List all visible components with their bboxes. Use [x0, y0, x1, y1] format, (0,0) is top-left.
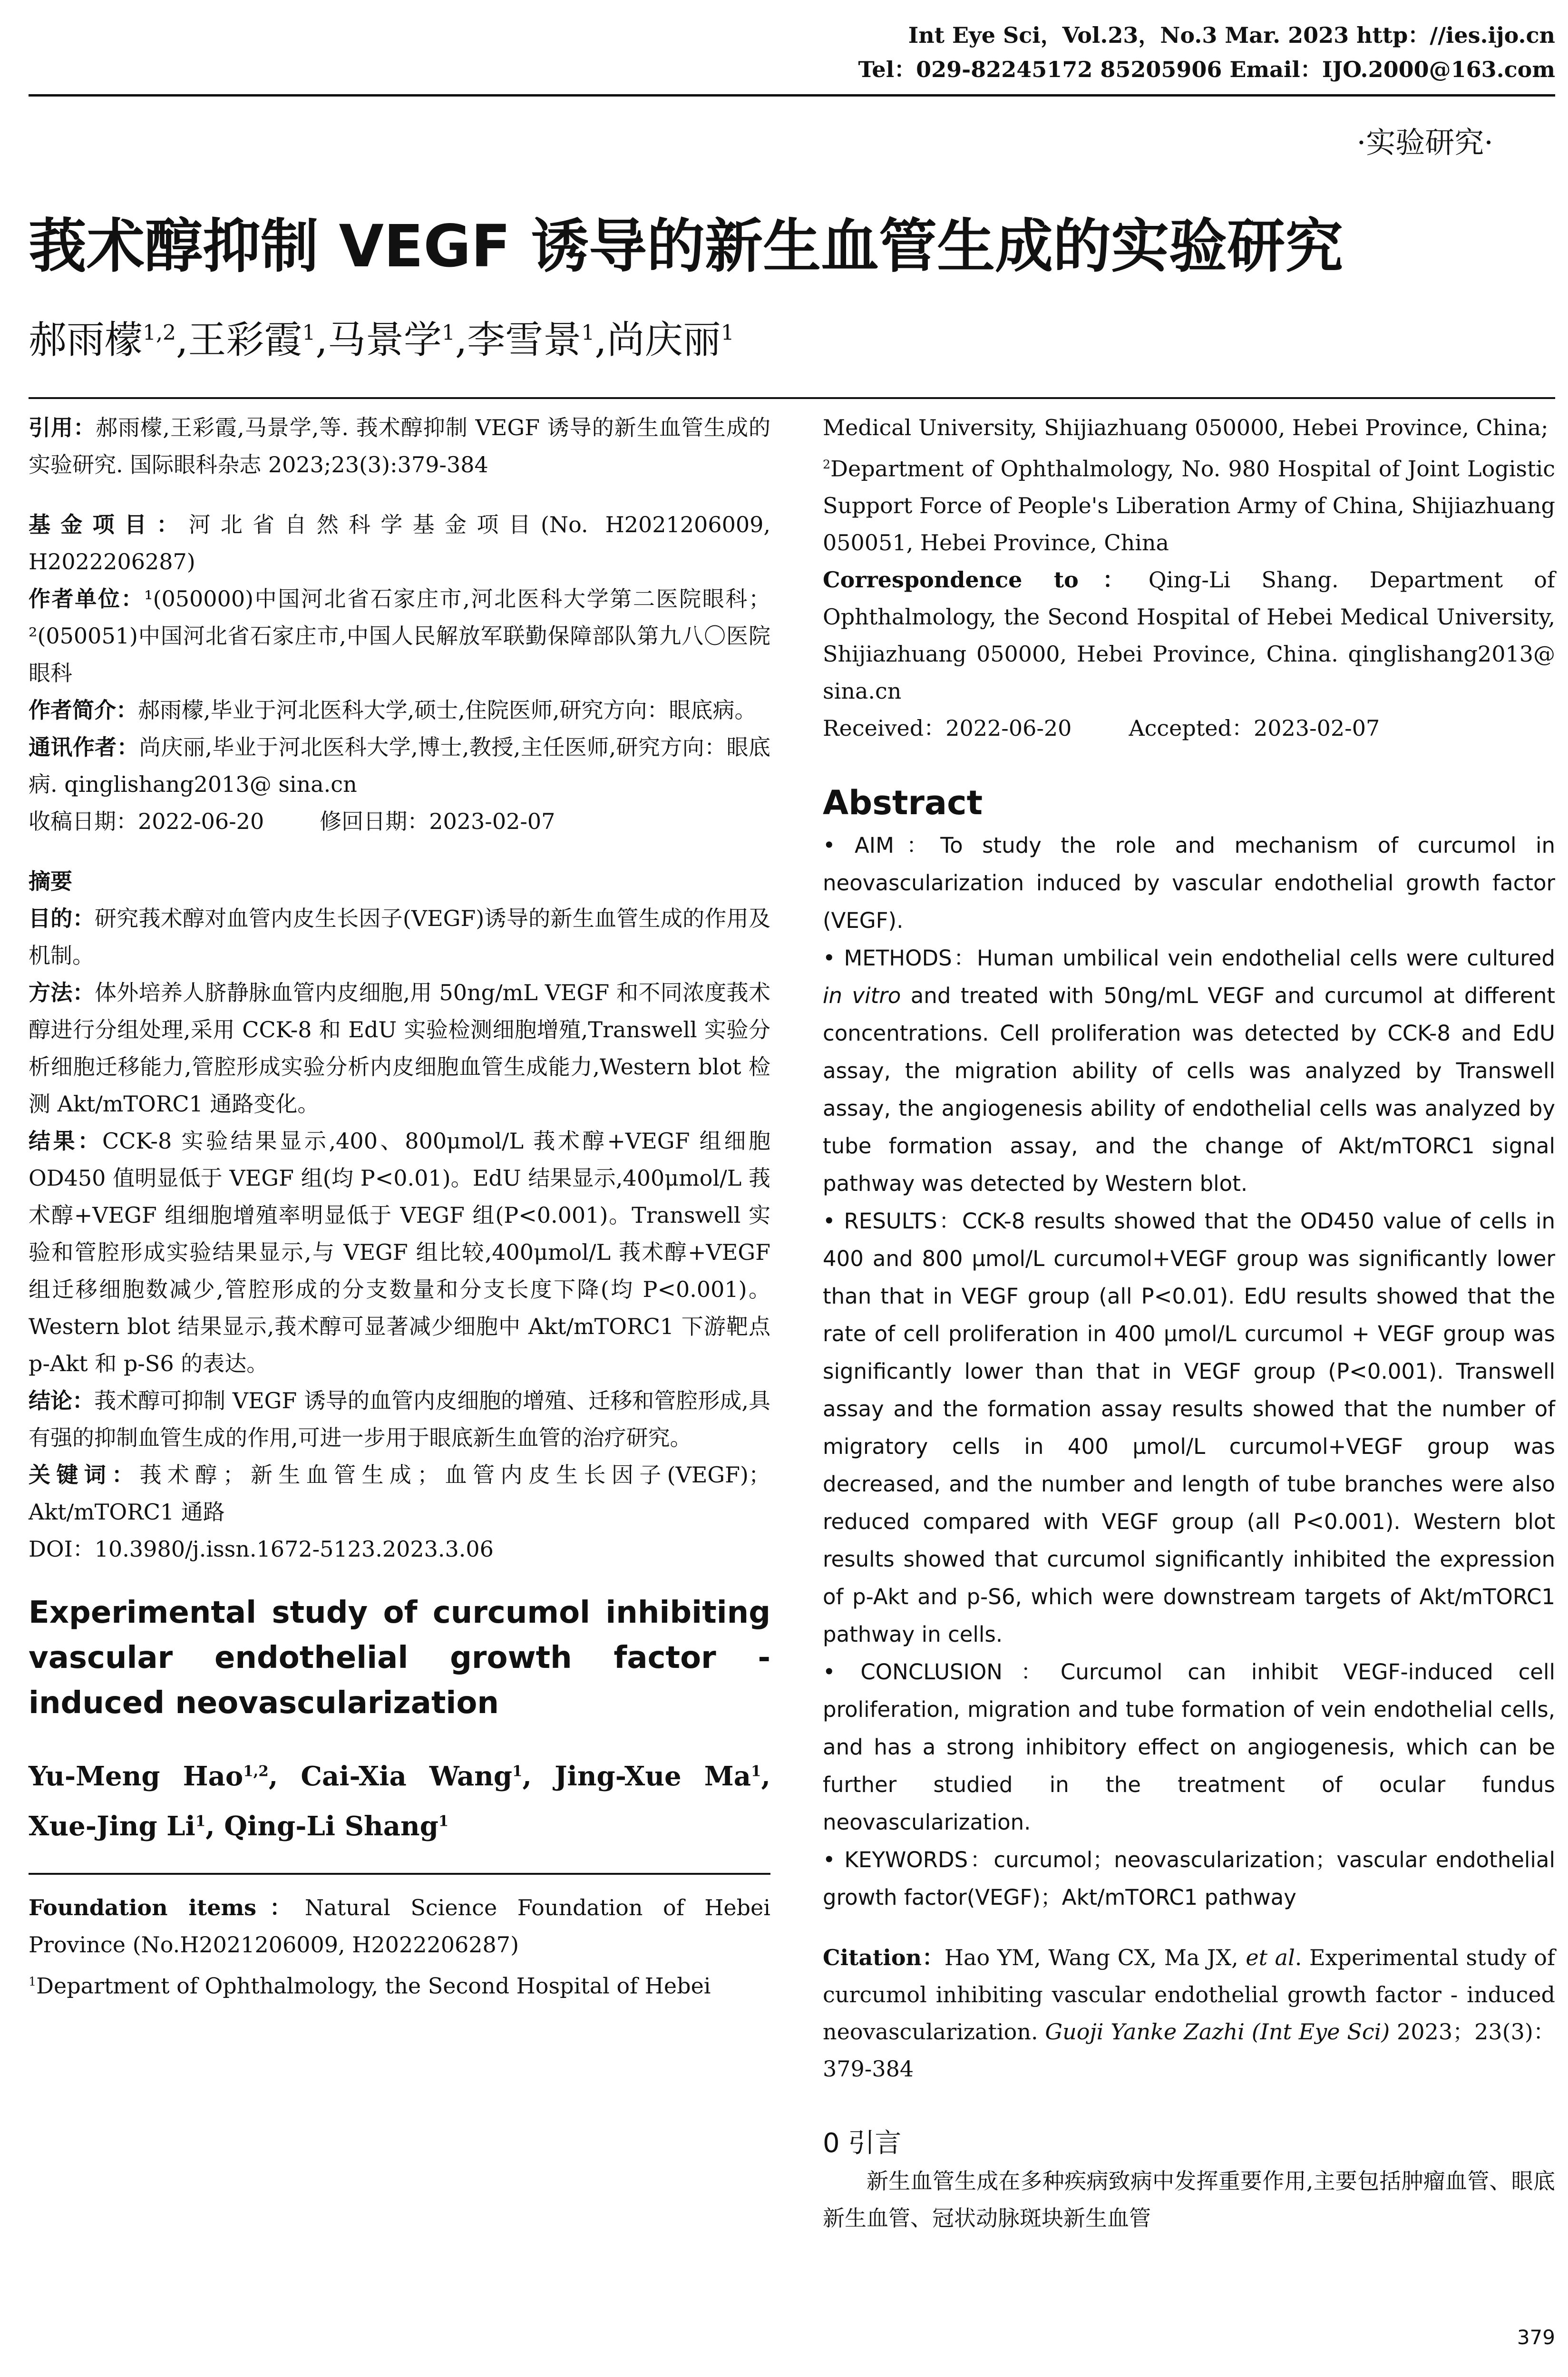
journal-header-line2: Tel：029-82245172 85205906 Email：IJO.2000@163.com — [858, 57, 1555, 82]
author-cn-4: 尚庆丽$^1$ — [606, 318, 734, 362]
citation-en: Citation：Hao YM, Wang CX, Ma JX, et al. Experimental study of curcumol inhibiting vascular endothelial growth factor - induced neovascularization. Guoji Yanke Zazhi (Int Eye Sci) 2023；23(3)：379-384 — [823, 1945, 1555, 2082]
article-title-cn: 莪术醇抑制 VEGF 诱导的新生血管生成的实验研究 — [29, 213, 1344, 280]
fund-item-cn: 基金项目：河北省自然科学基金项目(No. H2021206009, H2022206287) — [29, 512, 771, 575]
author-en-3: Xue-Jing Li$^1$, — [29, 1811, 224, 1842]
abstract-methods-cn: 方法：体外培养人脐静脉血管内皮细胞,用 50ng/mL VEGF 和不同浓度莪术醇进行分组处理,采用 CCK-8 和 EdU 实验检测细胞增殖,Transwell 实验分析细胞迁移能力,管腔形成实验分析内皮细胞血管生成能力,Western blot 检测 Akt/mTORC1 通路变化。 — [29, 980, 770, 1117]
dates-cn: 收稿日期：2022-06-20 修回日期：2023-02-07 — [29, 809, 555, 834]
page-number: 379 — [1517, 2326, 1555, 2349]
article-title-en: Experimental study of curcumol inhibiting vascular endothelial growth factor - induced neovascularization — [29, 1595, 770, 1721]
intro-heading: 0 引言 — [823, 2128, 902, 2159]
author-en-0: Yu-Meng Hao$^{1,2}$, — [29, 1760, 301, 1792]
author-cn-0: 郝雨檬$^{1,2}$, — [29, 318, 188, 362]
affiliation-2-en: $^2$Department of Ophthalmology, No. 980 Hospital of Joint Logistic Support Force of People's Liberation Army of China, Shijiazhuang 050051, Hebei Province, China — [823, 456, 1555, 556]
title-divider — [29, 397, 1555, 399]
keywords-en: • KEYWORDS：curcumol；neovascularization；vascular endothelial growth factor(VEGF)；Akt/mTORC1 pathway — [823, 1847, 1555, 1910]
author-en-2: Jing-Xue Ma$^1$, — [555, 1760, 770, 1792]
footnote-divider — [29, 1873, 770, 1875]
author-cn-3: 李雪景$^1$, — [467, 318, 607, 362]
abstract-conclusion-cn: 结论：莪术醇可抑制 VEGF 诱导的血管内皮细胞的增殖、迁移和管腔形成,具有强的抑制血管生成的作用,可进一步用于眼底新生血管的治疗研究。 — [29, 1388, 771, 1451]
dates-en: Received：2022-06-20 Accepted：2023-02-07 — [823, 715, 1380, 741]
section-tag: ·实验研究· — [1356, 125, 1493, 160]
citation-cn: 引用：郝雨檬,王彩霞,马景学,等. 莪术醇抑制 VEGF 诱导的新生血管生成的实验研究. 国际眼科杂志 2023;23(3):379-384 — [29, 415, 770, 477]
doi: DOI：10.3980/j.issn.1672-5123.2023.3.06 — [29, 1536, 494, 1562]
author-cn-2: 马景学$^1$, — [327, 318, 467, 362]
abstract-heading-cn: 摘要 — [29, 868, 72, 894]
abstract-aim-cn: 目的：研究莪术醇对血管内皮生长因子(VEGF)诱导的新生血管生成的作用及机制。 — [29, 906, 771, 968]
abstract-conclusion-en: • CONCLUSION：Curcumol can inhibit VEGF-induced cell proliferation, migration and tube formation of vein endothelial cells, and has a strong inhibitory effect on angiogenesis, which can be further studied in the treatment of ocular fundus neovascularization. — [823, 1659, 1555, 1835]
author-list-cn — [29, 309, 1550, 364]
right-column — [823, 409, 1555, 2237]
author-en-4: Qing-Li Shang$^1$ — [224, 1811, 449, 1842]
affiliation-1-en: $^1$Department of Ophthalmology, the Second Hospital of Hebei — [29, 1973, 711, 1999]
abstract-heading-en: Abstract — [823, 783, 983, 823]
left-column — [29, 409, 770, 2005]
author-bio-cn: 作者简介：郝雨檬,毕业于河北医科大学,硕士,住院医师,研究方向：眼底病。 — [29, 697, 757, 723]
abstract-methods-en: • METHODS：Human umbilical vein endothelial cells were cultured in vitro and treated with 50ng/mL VEGF and curcumol at different concentrations. Cell proliferation was detected by CCK-8 and EdU assay, the migration ability of cells was analyzed by Transwell assay, the angiogenesis ability of endothelial cells was analyzed by tube formation assay, and the change of Akt/mTORC1 signal pathway was detected by Western blot. — [823, 945, 1556, 1197]
intro-text: 新生血管生成在多种疾病致病中发挥重要作用,主要包括肿瘤血管、眼底新生血管、冠状动脉斑块新生血管 — [823, 2168, 1555, 2231]
author-units-cn: 作者单位：¹(050000)中国河北省石家庄市,河北医科大学第二医院眼科；²(050051)中国河北省石家庄市,中国人民解放军联勤保障部队第九八〇医院眼科 — [29, 586, 771, 686]
abstract-results-en: • RESULTS：CCK-8 results showed that the OD450 value of cells in 400 and 800 μmol/L curcumol+VEGF group was significantly lower than that in VEGF group (all P<0.01). EdU results showed that the rate of cell proliferation in 400 μmol/L curcumol + VEGF group was significantly lower than that in VEGF group (P<0.001). Transwell assay and the formation assay results showed that the number of migratory cells in 400 μmol/L curcumol+VEGF group was decreased, and the number and length of tube branches were also reduced compared with VEGF group (all P<0.001). Western blot results showed that curcumol significantly inhibited the expression of p-Akt and p-S6, which were downstream targets of Akt/mTORC1 pathway in cells. — [823, 1208, 1555, 1647]
journal-header-line1: Int Eye Sci，Vol.23，No.3 Mar. 2023 http：//ies.ijo.cn — [908, 22, 1555, 48]
header-divider — [29, 94, 1555, 97]
abstract-results-cn: 结果：CCK-8 实验结果显示,400、800μmol/L 莪术醇+VEGF 组细胞 OD450 值明显低于 VEGF 组(均 P<0.01)。EdU 结果显示,400μmol/L 莪术醇+VEGF 组细胞增殖率明显低于 VEGF 组(P<0.001)。Transwell 实验和管腔形成实验结果显示,与 VEGF 组比较,400μmol/L 莪术醇+VEGF 组迁移细胞数减少,管腔形成的分支数量和分支长度下降(均 P<0.001)。Western blot 结果显示,莪术醇可显著减少细胞中 Akt/mTORC1 下游靶点 p-Akt 和 p-S6 的表达。 — [29, 1128, 771, 1376]
correspondence-en: Correspondence to：Qing-Li Shang. Department of Ophthalmology, the Second Hospital of Hebei Medical University, Shijiazhuang 050000, Hebei Province, China. qinglishang2013@ sina.cn — [823, 567, 1556, 704]
keywords-cn: 关键词：莪术醇；新生血管生成；血管内皮生长因子(VEGF)；Akt/mTORC1 通路 — [29, 1462, 771, 1525]
author-en-1: Cai-Xia Wang$^1$, — [301, 1760, 555, 1792]
author-list-en — [29, 1749, 770, 1849]
affiliation-1-en-cont: Medical University, Shijiazhuang 050000, Hebei Province, China; — [823, 415, 1549, 440]
corresponding-author-cn: 通讯作者：尚庆丽,毕业于河北医科大学,博士,教授,主任医师,研究方向：眼底病. qinglishang2013@ sina.cn — [29, 734, 770, 797]
foundation-items-en: Foundation items：Natural Science Foundation of Hebei Province (No.H2021206009, H2022206287) — [29, 1895, 770, 1958]
abstract-aim-en: • AIM：To study the role and mechanism of curcumol in neovascularization induced by vascular endothelial growth factor (VEGF). — [823, 833, 1555, 934]
author-cn-1: 王彩霞$^1$, — [188, 318, 328, 362]
